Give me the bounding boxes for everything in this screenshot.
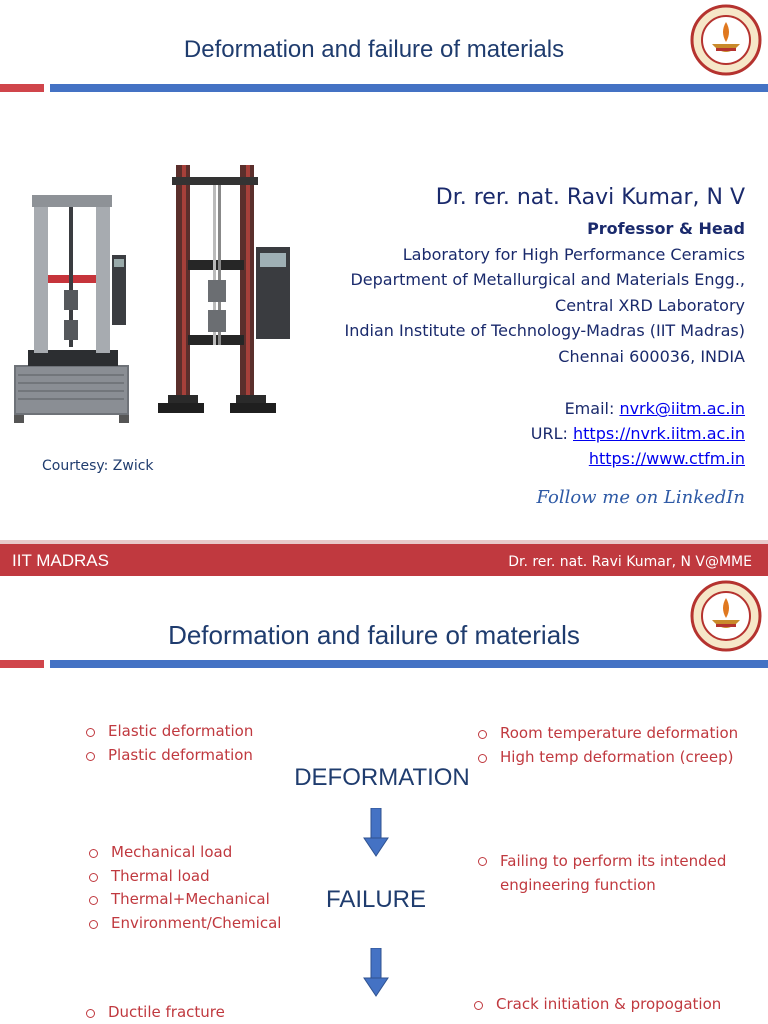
url-label: URL:: [530, 424, 573, 443]
slide-title: Deformation and failure of materials: [183, 36, 565, 63]
list-item: Crack initiation & propogation: [474, 993, 721, 1017]
list-item: High temp deformation (creep): [478, 746, 738, 770]
list-item: Thermal+Mechanical: [89, 888, 281, 912]
list-item: Elastic deformation: [86, 720, 253, 744]
iit-madras-logo-icon: [690, 580, 762, 652]
deformation-types-list: [86, 720, 253, 767]
title-rule-blue: [50, 660, 768, 668]
crack-list: [474, 993, 721, 1017]
author-name: Dr. rer. nat. Ravi Kumar, N V: [435, 185, 745, 210]
list-item: Ductile fracture: [86, 1001, 225, 1024]
list-item: Failing to perform its intended engineering function: [478, 849, 748, 897]
list-item: Mechanical load: [89, 841, 281, 865]
email-link[interactable]: nvrk@iitm.ac.in: [619, 399, 745, 418]
fracture-types-list: [86, 1001, 225, 1024]
title-rule-blue: [50, 84, 768, 92]
affiliation-line: Central XRD Laboratory: [555, 295, 745, 315]
image-credit: Courtesy: Zwick: [42, 458, 154, 474]
url-link-primary[interactable]: https://nvrk.iitm.ac.in: [573, 424, 745, 443]
list-item: Environment/Chemical: [89, 912, 281, 936]
list-item: Plastic deformation: [86, 744, 253, 768]
title-rule-red: [0, 660, 44, 668]
list-item: Thermal load: [89, 865, 281, 889]
affiliation-line: Indian Institute of Technology-Madras (IIT Madras): [344, 321, 745, 340]
url-row-secondary: [285, 446, 745, 471]
down-arrow-icon: [363, 808, 389, 858]
list-item: Room temperature deformation: [478, 722, 738, 746]
email-label: Email:: [564, 399, 620, 418]
url-row: [285, 421, 745, 446]
title-rule-red: [0, 84, 44, 92]
down-arrow-icon: [363, 948, 389, 998]
deformation-temps-list: [478, 722, 738, 769]
slide-footer: [0, 544, 768, 576]
affiliation-line: Chennai 600036, INDIA: [558, 346, 745, 366]
footer-institute: IIT MADRAS: [12, 551, 109, 570]
deformation-label: DEFORMATION: [294, 764, 470, 791]
url-link-secondary[interactable]: https://www.ctfm.in: [588, 449, 745, 468]
slide-2: [0, 576, 768, 1024]
tensile-testing-machine: [14, 195, 132, 425]
author-info: [285, 185, 745, 508]
affiliation-line: Laboratory for High Performance Ceramics: [402, 244, 745, 264]
load-types-list: [89, 841, 281, 935]
iit-madras-logo-icon: [690, 4, 762, 76]
linkedin-link[interactable]: Follow me on LinkedIn: [536, 487, 745, 508]
failure-definition-list: [478, 849, 748, 897]
failure-label: FAILURE: [325, 886, 427, 913]
tensile-testing-machine: [158, 165, 298, 427]
affiliation-line: Department of Metallurgical and Materials Engg.,: [350, 270, 745, 289]
slide-title: Deformation and failure of materials: [168, 620, 580, 650]
email-row: [285, 396, 745, 421]
footer-author: Dr. rer. nat. Ravi Kumar, N V@MME: [508, 554, 752, 570]
author-position: Professor & Head: [587, 219, 745, 238]
